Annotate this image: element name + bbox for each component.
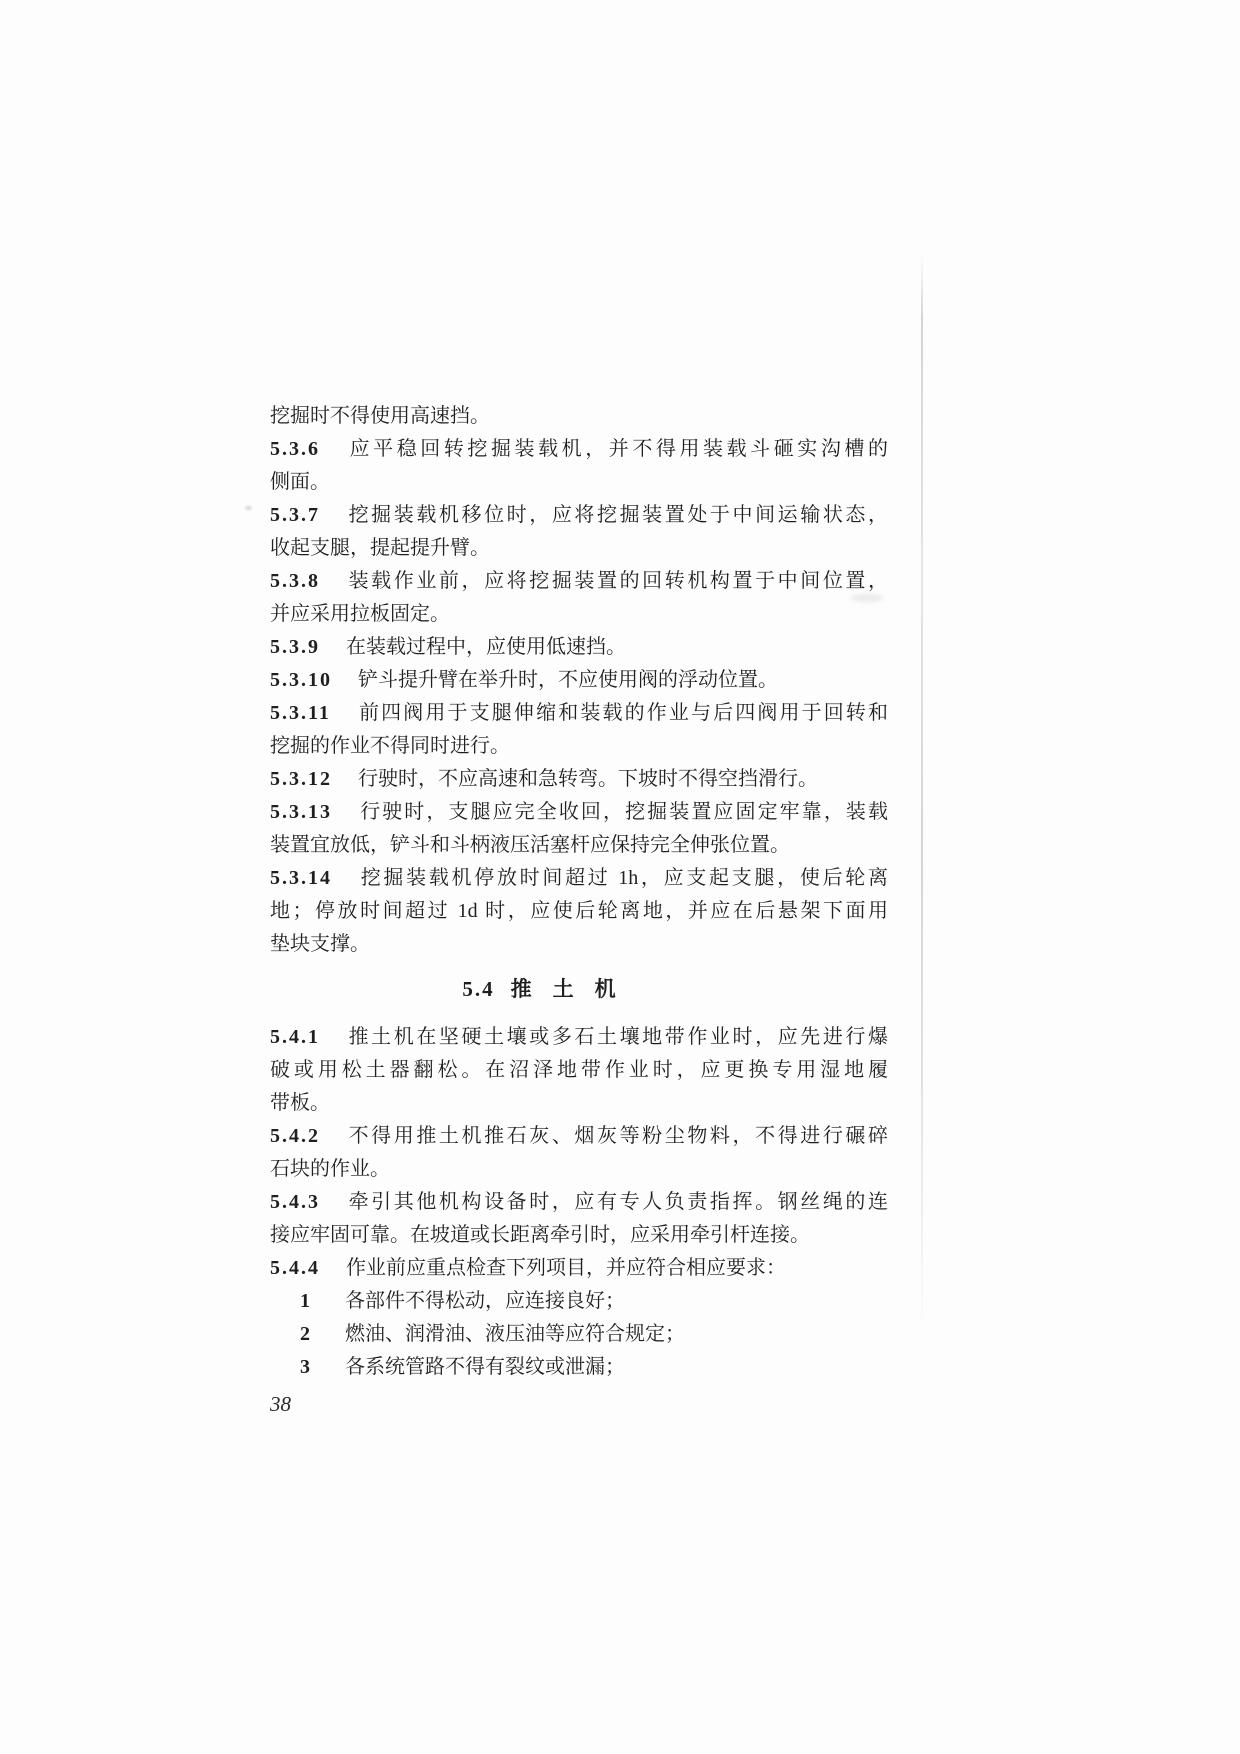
clause-number: 5.4.3: [270, 1191, 320, 1213]
paragraph-line: [270, 664, 888, 697]
clause-number: 5.3.14: [270, 867, 332, 889]
section-heading-title: 推 土 机: [510, 977, 616, 1001]
line-text: 挖掘的作业不得同时进行。: [270, 735, 510, 757]
clause-number: 5.4.2: [270, 1125, 320, 1147]
line-text: 应平稳回转挖掘装载机，并不得用装载斗砸实沟槽的: [346, 438, 888, 460]
line-text: 挖掘装载机移位时，应将挖掘装置处于中间运输状态，: [346, 504, 888, 526]
line-text: 装载作业前，应将挖掘装置的回转机构置于中间位置，: [346, 570, 888, 592]
scan-artifact-line: [921, 256, 923, 1334]
paragraph-line: [270, 895, 888, 928]
line-text: 铲斗提升臂在举升时，不应使用阀的浮动位置。: [358, 669, 778, 691]
section-heading: [230, 973, 848, 1006]
paragraph-line: [270, 1087, 888, 1120]
line-text: 垫块支撑。: [270, 933, 370, 955]
paragraph-line: [270, 1021, 888, 1054]
paragraph-line: [270, 433, 888, 466]
line-text: 作业前应重点检查下列项目，并应符合相应要求：: [346, 1257, 786, 1279]
line-text: 不得用推土机推石灰、烟灰等粉尘物料，不得进行碾碎: [346, 1125, 888, 1147]
line-text: 装置宜放低，铲斗和斗柄液压活塞杆应保持完全伸张位置。: [270, 834, 790, 856]
paragraph-line: [270, 598, 888, 631]
clause-number: 5.3.11: [270, 702, 331, 724]
line-text: 各系统管路不得有裂纹或泄漏；: [345, 1356, 625, 1378]
paragraph-line: [270, 631, 888, 664]
document-body: [270, 400, 888, 1384]
list-item-line: [270, 1318, 888, 1351]
clause-number: 5.3.9: [270, 636, 320, 658]
list-item-number: 1: [300, 1290, 310, 1312]
paragraph-line: [270, 829, 888, 862]
paragraph-line: [270, 466, 888, 499]
line-text: 接应牢固可靠。在坡道或长距离牵引时，应采用牵引杆连接。: [270, 1224, 810, 1246]
clause-number: 5.3.8: [270, 570, 320, 592]
paragraph-line: [270, 400, 888, 433]
clause-number: 5.3.7: [270, 504, 320, 526]
line-text: 行驶时，支腿应完全收回，挖掘装置应固定牢靠，装载: [358, 801, 888, 823]
clause-number: 5.3.6: [270, 438, 320, 460]
paragraph-line: [270, 1219, 888, 1252]
line-text: 燃油、润滑油、液压油等应符合规定；: [345, 1323, 685, 1345]
clause-number: 5.4.4: [270, 1257, 320, 1279]
line-text: 推土机在坚硬土壤或多石土壤地带作业时，应先进行爆: [346, 1026, 888, 1048]
paragraph-line: [270, 697, 888, 730]
list-item-number: 3: [300, 1356, 310, 1378]
line-text: 各部件不得松动，应连接良好；: [345, 1290, 625, 1312]
paragraph-line: [270, 499, 888, 532]
paragraph-line: [270, 862, 888, 895]
paragraph-line: [270, 532, 888, 565]
paragraph-line: [270, 565, 888, 598]
paragraph-line: [270, 763, 888, 796]
line-text: 带板。: [270, 1092, 330, 1114]
clause-number: 5.3.13: [270, 801, 332, 823]
paragraph-line: [270, 796, 888, 829]
line-text: 地；停放时间超过 1d 时，应使后轮离地，并应在后悬架下面用: [270, 900, 888, 922]
paragraph-line: [270, 1186, 888, 1219]
section-heading-number: 5.4: [462, 977, 495, 1001]
scan-speck: [245, 506, 252, 510]
line-text: 在装载过程中，应使用低速挡。: [346, 636, 626, 658]
line-text: 挖掘装载机停放时间超过 1h，应支起支腿，使后轮离: [358, 867, 888, 889]
page-number: 38: [270, 1392, 291, 1416]
line-text: 前四阀用于支腿伸缩和装载的作业与后四阀用于回转和: [356, 702, 888, 724]
line-text: 并应采用拉板固定。: [270, 603, 450, 625]
list-item-number: 2: [300, 1323, 310, 1345]
line-text: 收起支腿，提起提升臂。: [270, 537, 490, 559]
paragraph-line: [270, 1120, 888, 1153]
paragraph-line: [270, 1054, 888, 1087]
list-item-line: [270, 1351, 888, 1384]
clause-number: 5.3.10: [270, 669, 332, 691]
line-text: 挖掘时不得使用高速挡。: [270, 405, 490, 427]
clause-number: 5.3.12: [270, 768, 332, 790]
line-text: 石块的作业。: [270, 1158, 390, 1180]
paragraph-line: [270, 730, 888, 763]
line-text: 侧面。: [270, 471, 330, 493]
list-item-line: [270, 1285, 888, 1318]
clause-number: 5.4.1: [270, 1026, 320, 1048]
paragraph-line: [270, 928, 888, 961]
paragraph-line: [270, 1252, 888, 1285]
line-text: 行驶时，不应高速和急转弯。下坡时不得空挡滑行。: [358, 768, 818, 790]
line-text: 牵引其他机构设备时，应有专人负责指挥。钢丝绳的连: [346, 1191, 888, 1213]
paragraph-line: [270, 1153, 888, 1186]
line-text: 破或用松土器翻松。在沼泽地带作业时，应更换专用湿地履: [270, 1059, 888, 1081]
